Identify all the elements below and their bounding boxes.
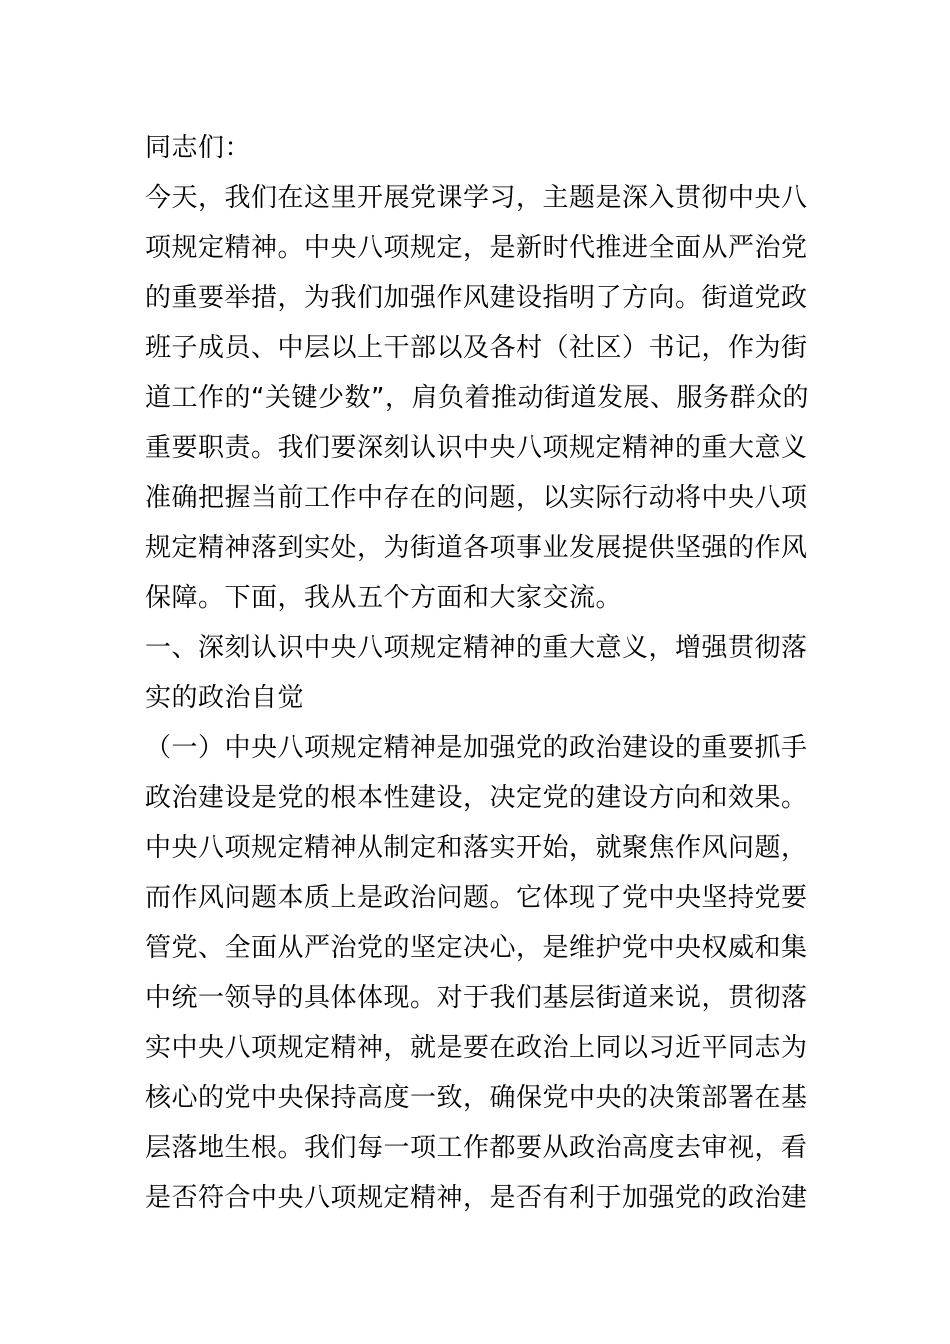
text-line: 规定精神落到实处，为街道各项事业发展提供坚强的作风 [145,533,808,563]
text-line: 中统一领导的具体体现。对于我们基层街道来说，贯彻落 [145,983,808,1013]
text-line: 层落地生根。我们每一项工作都要从政治高度去审视，看 [145,1133,808,1163]
text-line: 政治建设是党的根本性建设，决定党的建设方向和效果。 [145,783,808,813]
text-line: 的重要举措，为我们加强作风建设指明了方向。街道党政 [145,283,808,313]
text-line: 道工作的“关键少数”，肩负着推动街道发展、服务群众的 [145,383,809,413]
text-line: 实中央八项规定精神，就是要在政治上同以习近平同志为 [145,1033,808,1063]
text-line: 核心的党中央保持高度一致，确保党中央的决策部署在基 [145,1083,808,1113]
text-line: 班子成员、中层以上干部以及各村（社区）书记，作为街 [145,333,808,363]
text-line: 重要职责。我们要深刻认识中央八项规定精神的重大意义 [145,433,808,463]
salutation-line: 同志们： [145,133,252,163]
text-line: 项规定精神。中央八项规定，是新时代推进全面从严治党 [145,233,808,263]
text-line: 是否符合中央八项规定精神，是否有利于加强党的政治建 [145,1183,808,1213]
text-line: 中央八项规定精神从制定和落实开始，就聚焦作风问题， [145,833,808,863]
text-line: 保障。下面，我从五个方面和大家交流。 [145,583,623,613]
section-heading-line: 实的政治自觉 [145,683,305,713]
text-line: 准确把握当前工作中存在的问题，以实际行动将中央八项 [145,483,808,513]
section-heading-line: 一、深刻认识中央八项规定精神的重大意义，增强贯彻落 [145,633,808,663]
subsection-heading-line: （一）中央八项规定精神是加强党的政治建设的重要抓手 [145,733,808,763]
text-line: 而作风问题本质上是政治问题。它体现了党中央坚持党要 [145,883,808,913]
text-line: 管党、全面从严治党的坚定决心，是维护党中央权威和集 [145,933,808,963]
text-line: 今天，我们在这里开展党课学习，主题是深入贯彻中央八 [145,183,808,213]
